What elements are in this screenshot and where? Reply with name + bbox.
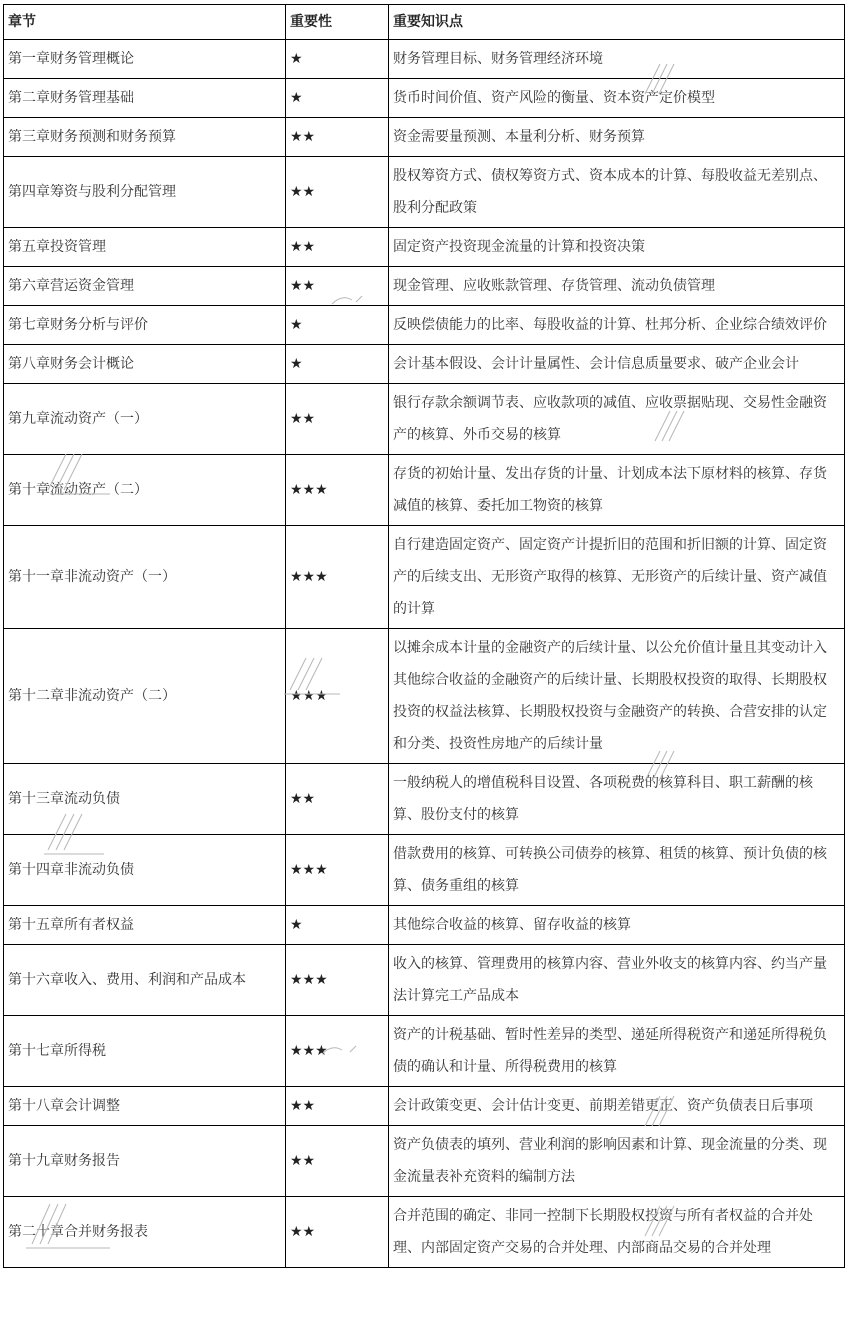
table-row — [4, 526, 845, 629]
importance-stars: ★★ — [286, 1126, 389, 1197]
knowledge-table-container — [3, 4, 845, 1268]
chapter-cell: 第七章财务分析与评价 — [4, 306, 286, 345]
chapter-cell: 第六章营运资金管理 — [4, 267, 286, 306]
importance-stars: ★★★ — [286, 835, 389, 906]
chapter-cell: 第二章财务管理基础 — [4, 79, 286, 118]
importance-stars: ★★ — [286, 1087, 389, 1126]
table-row — [4, 1087, 845, 1126]
table-row — [4, 945, 845, 1016]
table-row — [4, 906, 845, 945]
chapter-cell: 第四章筹资与股利分配管理 — [4, 157, 286, 228]
key-points-cell: 会计政策变更、会计估计变更、前期差错更正、资产负债表日后事项 — [389, 1087, 845, 1126]
key-points-cell: 资金需要量预测、本量利分析、财务预算 — [389, 118, 845, 157]
key-points-cell: 货币时间价值、资产风险的衡量、资本资产定价模型 — [389, 79, 845, 118]
table-row — [4, 835, 845, 906]
key-points-cell: 股权筹资方式、债权筹资方式、资本成本的计算、每股收益无差别点、股利分配政策 — [389, 157, 845, 228]
table-row — [4, 1197, 845, 1268]
importance-stars: ★ — [286, 306, 389, 345]
key-points-cell: 固定资产投资现金流量的计算和投资决策 — [389, 228, 845, 267]
knowledge-table — [3, 4, 845, 1268]
table-row — [4, 764, 845, 835]
importance-stars: ★★★ — [286, 629, 389, 764]
key-points-cell: 以摊余成本计量的金融资产的后续计量、以公允价值计量且其变动计入其他综合收益的金融资产的后续计量、长期股权投资的取得、长期股权投资的权益法核算、长期股权投资与金融资产的转换、合营安排的认定和分类、投资性房地产的后续计量 — [389, 629, 845, 764]
chapter-cell: 第十五章所有者权益 — [4, 906, 286, 945]
chapter-cell: 第一章财务管理概论 — [4, 40, 286, 79]
importance-stars: ★ — [286, 906, 389, 945]
key-points-cell: 资产的计税基础、暂时性差异的类型、递延所得税资产和递延所得税负债的确认和计量、所得税费用的核算 — [389, 1016, 845, 1087]
key-points-cell: 自行建造固定资产、固定资产计提折旧的范围和折旧额的计算、固定资产的后续支出、无形资产取得的核算、无形资产的后续计量、资产减值的计算 — [389, 526, 845, 629]
table-row — [4, 228, 845, 267]
key-points-cell: 反映偿债能力的比率、每股收益的计算、杜邦分析、企业综合绩效评价 — [389, 306, 845, 345]
chapter-cell: 第十一章非流动资产（一） — [4, 526, 286, 629]
importance-stars: ★ — [286, 40, 389, 79]
chapter-cell: 第十九章财务报告 — [4, 1126, 286, 1197]
header-key-points: 重要知识点 — [389, 5, 845, 40]
importance-stars: ★★ — [286, 384, 389, 455]
importance-stars: ★★ — [286, 267, 389, 306]
chapter-cell: 第十八章会计调整 — [4, 1087, 286, 1126]
key-points-cell: 资产负债表的填列、营业利润的影响因素和计算、现金流量的分类、现金流量表补充资料的编制方法 — [389, 1126, 845, 1197]
importance-stars: ★★ — [286, 1197, 389, 1268]
chapter-cell: 第十章流动资产（二） — [4, 455, 286, 526]
key-points-cell: 会计基本假设、会计计量属性、会计信息质量要求、破产企业会计 — [389, 345, 845, 384]
table-row — [4, 345, 845, 384]
table-row — [4, 267, 845, 306]
table-row — [4, 384, 845, 455]
importance-stars: ★ — [286, 79, 389, 118]
key-points-cell: 其他综合收益的核算、留存收益的核算 — [389, 906, 845, 945]
chapter-cell: 第十六章收入、费用、利润和产品成本 — [4, 945, 286, 1016]
chapter-cell: 第十七章所得税 — [4, 1016, 286, 1087]
chapter-cell: 第二十章合并财务报表 — [4, 1197, 286, 1268]
key-points-cell: 银行存款余额调节表、应收款项的减值、应收票据贴现、交易性金融资产的核算、外币交易的核算 — [389, 384, 845, 455]
key-points-cell: 借款费用的核算、可转换公司债券的核算、租赁的核算、预计负债的核算、债务重组的核算 — [389, 835, 845, 906]
table-row — [4, 79, 845, 118]
table-row — [4, 118, 845, 157]
key-points-cell: 存货的初始计量、发出存货的计量、计划成本法下原材料的核算、存货减值的核算、委托加工物资的核算 — [389, 455, 845, 526]
table-row — [4, 157, 845, 228]
table-row — [4, 306, 845, 345]
table-row — [4, 455, 845, 526]
table-row — [4, 40, 845, 79]
chapter-cell: 第十二章非流动资产（二） — [4, 629, 286, 764]
importance-stars: ★★ — [286, 228, 389, 267]
header-chapter: 章节 — [4, 5, 286, 40]
importance-stars: ★★★ — [286, 945, 389, 1016]
key-points-cell: 一般纳税人的增值税科目设置、各项税费的核算科目、职工薪酬的核算、股份支付的核算 — [389, 764, 845, 835]
key-points-cell: 现金管理、应收账款管理、存货管理、流动负债管理 — [389, 267, 845, 306]
importance-stars: ★ — [286, 345, 389, 384]
table-header-row — [4, 5, 845, 40]
table-row — [4, 1126, 845, 1197]
importance-stars: ★★★ — [286, 1016, 389, 1087]
chapter-cell: 第十三章流动负债 — [4, 764, 286, 835]
table-row — [4, 629, 845, 764]
importance-stars: ★★ — [286, 118, 389, 157]
header-importance: 重要性 — [286, 5, 389, 40]
importance-stars: ★★ — [286, 764, 389, 835]
key-points-cell: 财务管理目标、财务管理经济环境 — [389, 40, 845, 79]
chapter-cell: 第八章财务会计概论 — [4, 345, 286, 384]
chapter-cell: 第九章流动资产（一） — [4, 384, 286, 455]
importance-stars: ★★ — [286, 157, 389, 228]
table-row — [4, 1016, 845, 1087]
importance-stars: ★★★ — [286, 455, 389, 526]
key-points-cell: 合并范围的确定、非同一控制下长期股权投资与所有者权益的合并处理、内部固定资产交易的合并处理、内部商品交易的合并处理 — [389, 1197, 845, 1268]
chapter-cell: 第五章投资管理 — [4, 228, 286, 267]
chapter-cell: 第三章财务预测和财务预算 — [4, 118, 286, 157]
key-points-cell: 收入的核算、管理费用的核算内容、营业外收支的核算内容、约当产量法计算完工产品成本 — [389, 945, 845, 1016]
chapter-cell: 第十四章非流动负债 — [4, 835, 286, 906]
importance-stars: ★★★ — [286, 526, 389, 629]
